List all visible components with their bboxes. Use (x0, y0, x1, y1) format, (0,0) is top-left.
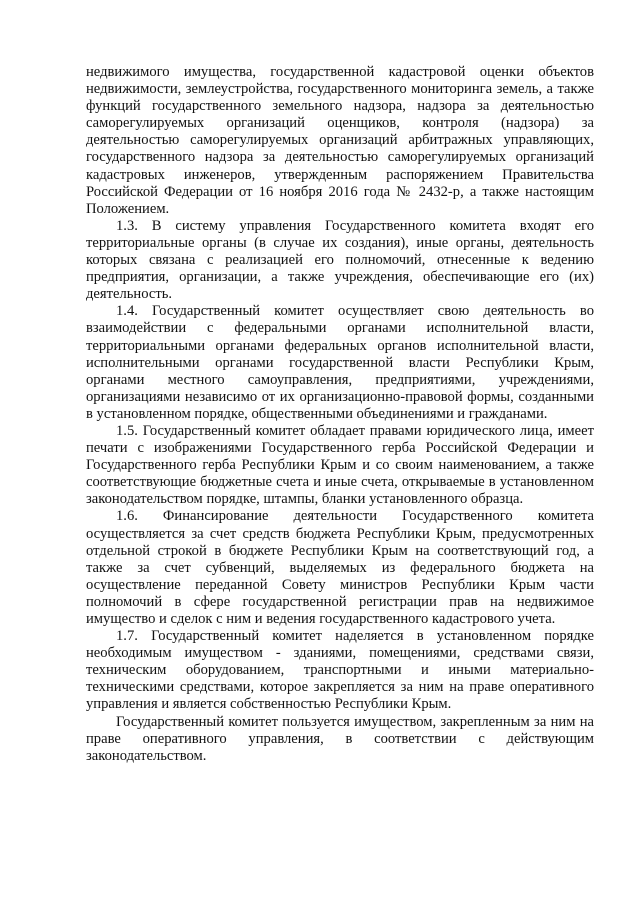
paragraph-clause-1-4: 1.4. Государственный комитет осуществляет свою деятельность во взаимодействии с федеральными органами исполнительной власти, территориальными органами федеральных органов исполнительной власти, исполнительными органами государственной власти Республики Крым, органами местного самоуправления, предприятиями, учреждениями, организациями независимо от их организационно-правовой формы, созданными в установленном порядке, общественными объединениями и гражданами. (86, 303, 594, 422)
paragraph-clause-1-3: 1.3. В систему управления Государственного комитета входят его территориальные органы (в случае их создания), иные органы, деятельность которых связана с реализацией его полномочий, отнесенные к ведению предприятия, организации, а также учреждения, обеспечивающие его (их) деятельность. (86, 217, 594, 303)
paragraph-continuation: недвижимого имущества, государственной кадастровой оценки объектов недвижимости, землеустройства, государственного мониторинга земель, а также функций государственного земельного надзора, надзора за деятельностью саморегулируемых организаций оценщиков, контроля (надзора) за деятельностью саморегулируемых организаций арбитражных управляющих, государственного надзора за деятельностью саморегулируемых организаций кадастровых инженеров, утвержденным распоряжением Правительства Российской Федерации от 16 ноября 2016 года № 2432-р, а также настоящим Положением. (86, 64, 594, 217)
paragraph-clause-1-7: 1.7. Государственный комитет наделяется в установленном порядке необходимым имуществом - зданиями, помещениями, средствами связи, техническим оборудованием, транспортными и иными материально-техническими средствами, которое закрепляется за ним на праве оперативного управления и является собственностью Республики Крым. (86, 628, 594, 713)
paragraph-clause-1-5: 1.5. Государственный комитет обладает правами юридического лица, имеет печати с изображениями Государственного герба Российской Федерации и Государственного герба Республики Крым и со своим наименованием, а также соответствующие бюджетные счета и иные счета, открываемые в установленном законодательством порядке, штампы, бланки установленного образца. (86, 422, 594, 508)
paragraph-clause-1-6: 1.6. Финансирование деятельности Государственного комитета осуществляется за счет средств бюджета Республики Крым, предусмотренных отдельной строкой в бюджете Республики Крым на соответствующий год, а также за счет субвенций, выделяемых из федерального бюджета на осуществление переданной Совету министров Республики Крым части полномочий в сфере государственной регистрации прав на недвижимое имущество и сделок с ним и ведения государственного кадастрового учета. (86, 508, 594, 627)
document-page (86, 64, 594, 765)
paragraph-clause-1-7-continuation: Государственный комитет пользуется имуществом, закрепленным за ним на праве оперативного управления, в соответствии с действующим законодательством. (86, 713, 594, 764)
